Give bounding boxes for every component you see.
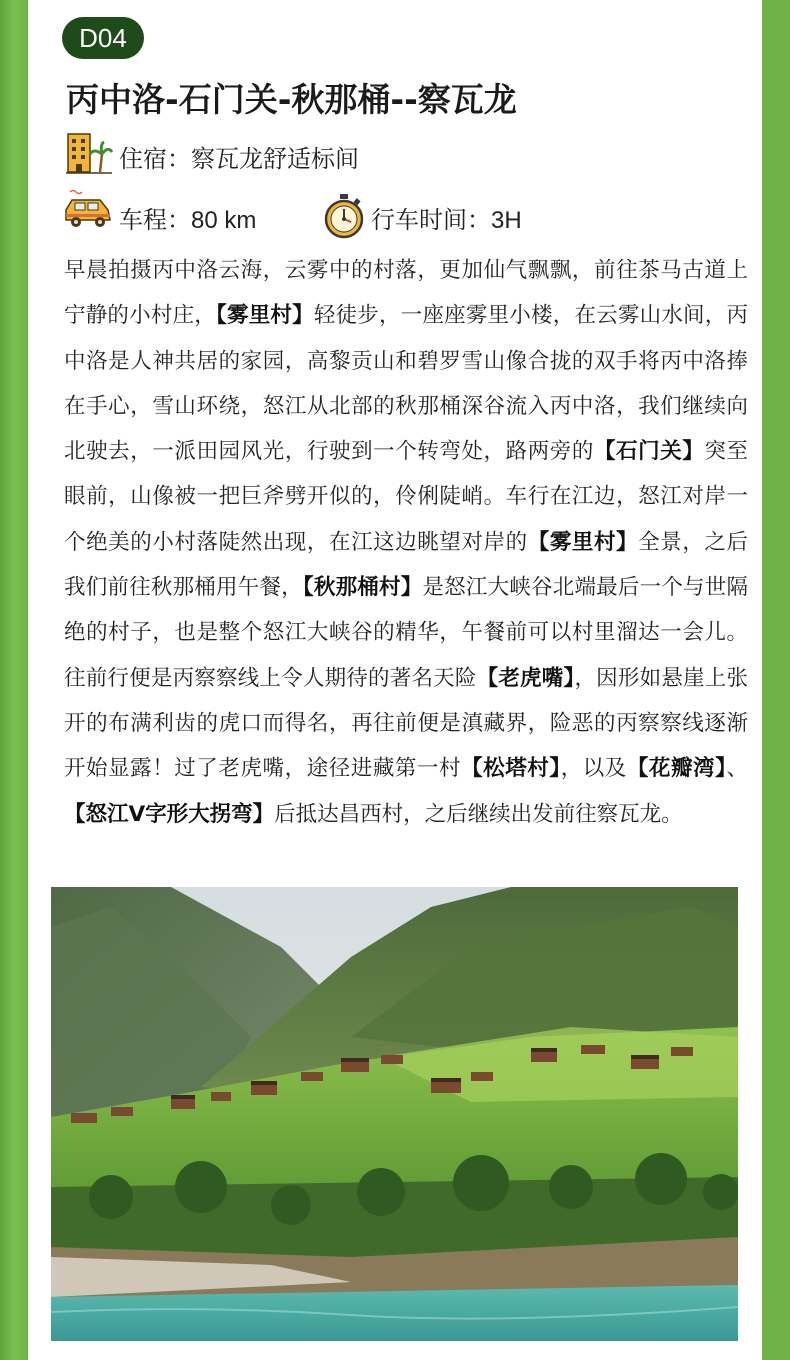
distance-label: 车程： bbox=[119, 206, 191, 234]
route-title: 丙中洛-石门关-秋那桶--察瓦龙 bbox=[66, 80, 517, 119]
landscape-photo bbox=[51, 887, 738, 1341]
description-text: 早晨拍摄丙中洛云海，云雾中的村落，更加仙气飘飘，前往茶马古道上宁静的小村庄， bbox=[64, 258, 748, 329]
car-icon bbox=[62, 186, 114, 234]
distance-row bbox=[119, 200, 256, 241]
highlight-qiunatong-village: 【秋那桶村】 bbox=[302, 575, 423, 601]
highlight-songta-village: 【松塔村】 bbox=[461, 756, 561, 782]
lodging-row bbox=[119, 139, 359, 179]
highlight-wuli-village: 【雾里村】 bbox=[527, 529, 639, 555]
drive-time-label: 行车时间： bbox=[371, 206, 491, 234]
highlight-wuli-village: 【雾里村】 bbox=[216, 303, 314, 329]
description-text: 、 bbox=[726, 756, 748, 782]
lodging-value: 察瓦龙舒适标间 bbox=[191, 145, 359, 173]
description-text: ，因形如悬崖上张开的布满利齿的虎口而得名，再往前便是滇藏界，险恶的丙察察线逐渐开始显露！过了老虎嘴，途径进藏第一村 bbox=[64, 665, 748, 782]
hotel-icon bbox=[64, 130, 114, 176]
highlight-tiger-mouth: 【老虎嘴】 bbox=[476, 665, 575, 691]
highlight-v-shaped-bend: 【怒江V字形大拐弯】 bbox=[64, 801, 275, 827]
description-text: ，以及 bbox=[560, 756, 627, 782]
description-text: 是怒江大峡谷北端最后一个与世隔绝的村子，也是整个怒江大峡谷的精华，午餐前可以村里溜达一会儿。往前行便是丙察察线上令人期待的著名天险 bbox=[64, 575, 748, 691]
description-text: 突至眼前，山像被一把巨斧劈开似的，伶俐陡峭。车行在江边，怒江对岸一个绝美的小村落陡然出现，在江这边眺望对岸的 bbox=[64, 439, 748, 555]
highlight-shimen-pass: 【石门关】 bbox=[593, 439, 705, 465]
description-text: 轻徒步，一座座雾里小楼，在云雾山水间，丙中洛是人神共居的家园，高黎贡山和碧罗雪山像合拢的双手将丙中洛捧在手心，雪山环绕，怒江从北部的秋那桶深谷流入丙中洛，我们继续向北驶去，一派田园风光，行驶到一个转弯处，路两旁的 bbox=[64, 303, 748, 465]
lodging-label: 住宿： bbox=[119, 145, 191, 173]
distance-value: 80 km bbox=[191, 207, 257, 234]
stopwatch-icon bbox=[323, 193, 365, 239]
description-text: 后抵达昌西村，之后继续出发前往察瓦龙。 bbox=[274, 801, 683, 827]
itinerary-description bbox=[64, 248, 748, 837]
drive-time-value: 3H bbox=[491, 207, 522, 234]
day-badge: D04 bbox=[62, 17, 144, 59]
highlight-huaban-bay: 【花瓣湾】 bbox=[626, 756, 727, 782]
description-text: 全景，之后我们前往秋那桶用午餐， bbox=[64, 529, 748, 601]
drive-time-row bbox=[371, 200, 522, 241]
